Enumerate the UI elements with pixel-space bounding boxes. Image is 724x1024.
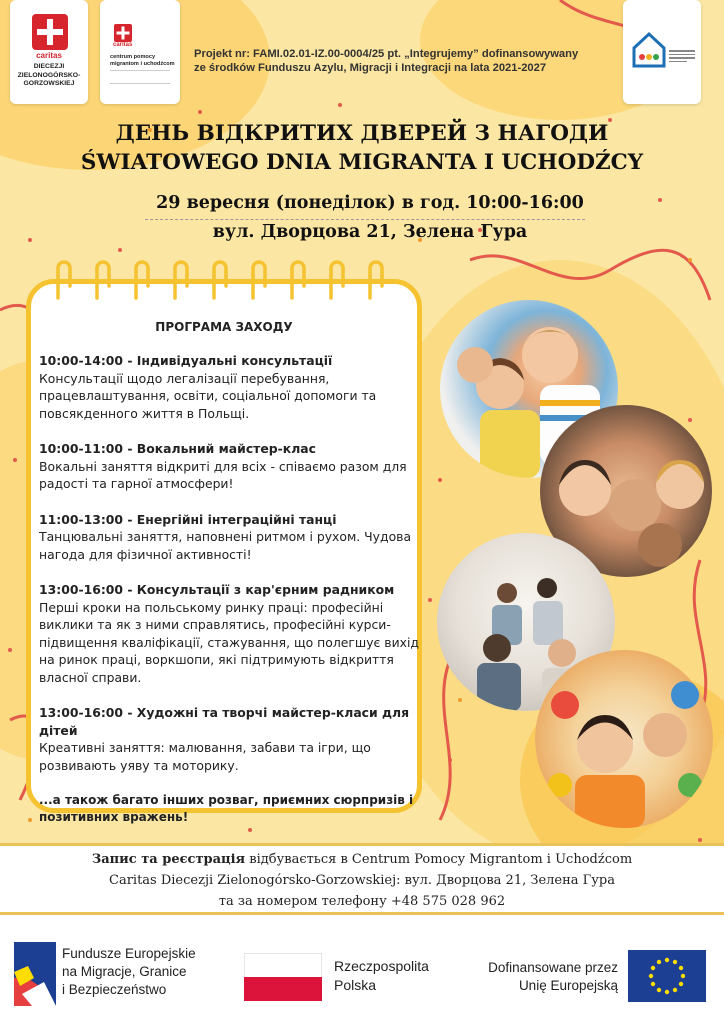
logo-name-line: migrantom i uchodźcom <box>110 60 175 67</box>
house-icon <box>631 30 667 70</box>
cis-house-logo <box>623 0 701 104</box>
event-address: вул. Дворцова 21, Зелена Гура <box>212 222 528 242</box>
program-item <box>39 704 419 774</box>
polish-flag-icon <box>244 953 322 1001</box>
logo-decoration <box>110 70 170 84</box>
project-line-2: ze środków Funduszu Azylu, Migracji i Integracji na lata 2021-2027 <box>194 62 547 74</box>
program-item <box>39 581 419 686</box>
cis-caption-lines <box>669 48 695 64</box>
funding-footer <box>0 915 724 1024</box>
project-line-1: Projekt nr: FAMI.02.01-IZ.00-0004/25 pt. „Integrujemy” dofinansowywany <box>194 48 579 60</box>
rp-line: Polska <box>334 977 377 993</box>
caritas-brand: caritas <box>36 51 62 60</box>
caritas-cross-icon <box>114 24 132 42</box>
notebook-spiral <box>50 258 410 308</box>
eu-line: Unię Europejską <box>518 978 618 993</box>
eu-flag-icon <box>628 950 706 1002</box>
eu-funds-text <box>62 945 196 999</box>
logo-line: GORZOWSKIEJ <box>23 80 75 87</box>
program-title: ПРОГРАМА ЗАХОДУ <box>155 320 293 334</box>
painted-hands-illustration <box>535 650 713 828</box>
program-extra: ...а також багато інших розваг, приємних сюрпризів і позитивних вражень! <box>39 793 414 824</box>
program-item <box>39 440 419 493</box>
fund-line: na Migracje, Granice <box>62 964 187 979</box>
rp-line: Rzeczpospolita <box>334 958 429 974</box>
registration-bold: Запис та реєстрація <box>91 852 246 867</box>
photo-kids-paint <box>535 650 713 828</box>
program-item-title: 10:00-14:00 - Індивідуальні консультації <box>39 353 333 368</box>
eu-funds-icon <box>14 942 56 1006</box>
program-item-desc: Креативні заняття: малювання, забави та ігри, що розвивають уяву та моторику. <box>39 740 371 773</box>
program-list <box>39 352 419 826</box>
title-line-1: ДЕНЬ ВІДКРИТИХ ДВЕРЕЙ З НАГОДИ <box>115 121 609 146</box>
logo-line: DIECEZJI <box>33 63 65 70</box>
registration-line-1-rest: відбувається в Centrum Pomocy Migrantom i Uchodźcom <box>245 852 633 867</box>
program-item-title: 10:00-11:00 - Вокальний майстер-клас <box>39 441 316 456</box>
divider <box>145 219 585 220</box>
eu-cofinanced-text <box>468 959 618 995</box>
program-item-desc: Танцювальні заняття, наповнені ритмом і рухом. Чудова нагода для фізичної активності! <box>39 529 412 562</box>
polish-republic-text <box>334 957 429 995</box>
program-item-title: 13:00-16:00 - Консультації з кар'єрним радником <box>39 582 395 597</box>
registration-line-1 <box>0 849 724 870</box>
caritas-cross-icon <box>32 14 68 50</box>
program-item-desc: Вокальні заняття відкриті для всіх - співаємо разом для радості та гарної атмосфери! <box>39 458 407 491</box>
logo-name-line: centrum pomocy <box>110 54 156 60</box>
program-item <box>39 352 419 422</box>
registration-info <box>0 843 724 915</box>
caritas-brand-small: caritas <box>113 42 133 48</box>
program-item-title: 11:00-13:00 - Енергійні інтеграційні танці <box>39 511 337 527</box>
event-date: 29 вересня (понеділок) в год. 10:00-16:00 <box>156 193 584 213</box>
program-item <box>39 511 419 564</box>
centrum-pomocy-logo <box>100 0 180 104</box>
registration-line-2: Caritas Diecezji Zielonogórsko-Gorzowskiej: вул. Дворцова 21, Зелена Гура <box>109 873 615 888</box>
program-notebook <box>26 279 422 824</box>
program-item-desc: Консультації щодо легалізації перебування, працевлаштування, освіти, соціальної допомоги та повсякденного життя в Польщі. <box>39 370 377 421</box>
fund-line: i Bezpieczeństwo <box>62 982 167 997</box>
registration-line-3: та за номером телефону +48 575 028 962 <box>218 894 506 909</box>
event-title <box>40 119 684 177</box>
project-info <box>194 47 614 75</box>
title-line-2: ŚWIATOWEGO DNIA MIGRANTA I UCHODŹCY <box>80 150 644 175</box>
eu-line: Dofinansowane przez <box>488 960 618 975</box>
program-item-title: 13:00-16:00 - Художні та творчі майстер-класи для дітей <box>39 705 410 738</box>
caritas-diocese-logo <box>10 0 88 104</box>
program-item-desc: Перші кроки на польському ринку праці: професійні виклики та як з ними справлятись, професійні курси-підвищення кваліфікації, стажування, що полегшує вихід на ринок праці, воркшопи, які підтримують відкриття власної справи. <box>39 599 419 685</box>
logo-line: ZIELONOGÓRSKO- <box>17 71 81 79</box>
fund-line: Fundusze Europejskie <box>62 946 196 961</box>
